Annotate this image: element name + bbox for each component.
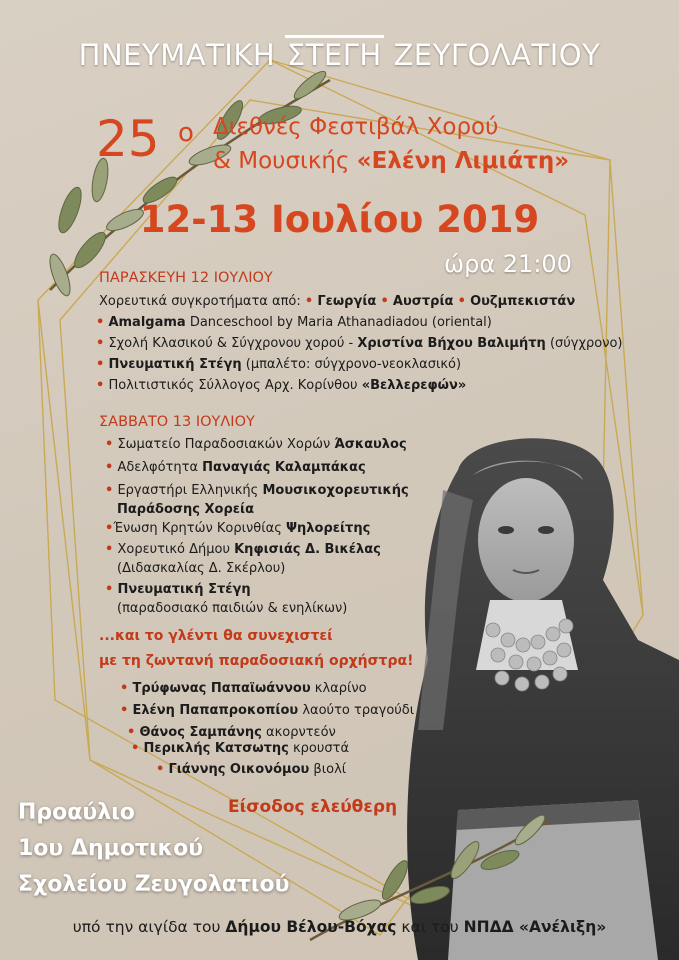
festival-title-line-2	[213, 148, 569, 174]
bullet-icon: •	[105, 460, 114, 475]
bullet-icon: •	[457, 294, 466, 309]
friday-line-4	[96, 357, 461, 372]
friday-line-3-text: Σχολή Κλασικού & Σύγχρονου χορού -	[108, 336, 354, 351]
friday-line-1	[99, 294, 575, 309]
friday-line-2	[96, 315, 492, 330]
bullet-icon: •	[304, 294, 314, 309]
saturday-line-3-name: Μουσικοχορευτικής	[262, 483, 409, 498]
bullet-icon: •	[105, 437, 114, 452]
festival-title-prefix: & Μουσικής	[213, 148, 350, 174]
musician-name: Ελένη Παπαπροκοπίου	[132, 703, 299, 718]
event-time: ώρα 21:00	[444, 250, 572, 278]
auspices-prefix: υπό την αιγίδα του	[72, 918, 221, 936]
country-uzbekistan: Ουζμπεκιστάν	[470, 294, 576, 309]
friday-line-3	[96, 336, 622, 351]
country-austria: Αυστρία	[392, 294, 454, 309]
bullet-icon: •	[96, 315, 105, 330]
musician-instrument: κλαρίνο	[314, 681, 367, 696]
festival-honoree-name: «Ελένη Λιμιάτη»	[356, 148, 570, 174]
bullet-icon: •	[380, 294, 389, 309]
saturday-line-5	[105, 542, 381, 557]
saturday-line-2-text: Αδελφότητα	[117, 460, 199, 475]
friday-line-1-text: Χορευτικά συγκροτήματα από:	[99, 294, 301, 309]
musician-5	[156, 762, 346, 777]
musician-instrument: βιολί	[313, 762, 347, 777]
saturday-line-6	[105, 582, 251, 597]
saturday-line-5-continued: (Διδασκαλίας Δ. Σκέρλου)	[117, 561, 286, 576]
organizer-word-1: ΠΝΕΥΜΑΤΙΚΗ	[78, 38, 276, 72]
free-entry-note: Είσοδος ελεύθερη	[228, 797, 398, 817]
saturday-line-1-name: Άσκαυλος	[334, 437, 407, 452]
bullet-icon: •	[105, 582, 114, 597]
bullet-icon: •	[96, 357, 105, 372]
bullet-icon: •	[156, 762, 165, 777]
saturday-line-3-text: Εργαστήρι Ελληνικής	[117, 483, 259, 498]
festival-dates: 12-13 Ιουλίου 2019	[139, 198, 540, 241]
saturday-line-3	[105, 483, 409, 498]
musician-1	[120, 681, 367, 696]
friday-line-2-name: Amalgama	[108, 315, 186, 330]
musician-name: Περικλής Κατσωτης	[143, 741, 289, 756]
friday-line-5	[96, 378, 466, 393]
friday-line-4-name: Πνευματική Στέγη	[108, 357, 242, 372]
glenti-line-2: με τη ζωντανή παραδοσιακή ορχήστρα!	[99, 653, 414, 669]
venue-line-3: Σχολείου Ζευγολατιού	[18, 872, 290, 897]
friday-line-5-name: «Βελλερεφών»	[361, 378, 467, 393]
organizer-word-3: ΖΕΥΓΟΛΑΤΙΟΥ	[393, 38, 601, 72]
organizer-word-2: ΣΤΕΓΗ	[285, 35, 384, 72]
country-georgia: Γεωργία	[317, 294, 377, 309]
bullet-icon: •	[120, 703, 129, 718]
bullet-icon: •	[105, 483, 114, 498]
friday-heading: ΠΑΡΑΣΚΕΥΗ 12 ΙΟΥΛΙΟΥ	[99, 270, 273, 286]
friday-line-4-text: (μπαλέτο: σύγχρονο-νεοκλασικό)	[245, 357, 462, 372]
bullet-icon: •	[96, 378, 105, 393]
saturday-line-1	[105, 437, 407, 452]
saturday-line-4-text: Ένωση Κρητών Κορινθίας	[113, 521, 282, 536]
auspices-line	[0, 918, 679, 936]
musician-3	[127, 725, 336, 740]
festival-edition-suffix: ο	[178, 118, 194, 148]
bullet-icon: •	[131, 741, 140, 756]
friday-line-2-text: Danceschool by Maria Athanadiadou (oriental)	[189, 315, 492, 330]
auspices-municipality: Δήμου Βέλου-Βόχας	[225, 918, 397, 936]
musician-instrument: λαούτο τραγούδι	[302, 703, 415, 718]
venue-line-2: 1ου Δημοτικού	[18, 836, 204, 861]
bullet-icon: •	[105, 521, 114, 536]
friday-line-5-text: Πολιτιστικός Σύλλογος Αρχ. Κορίνθου	[108, 378, 358, 393]
bullet-icon: •	[127, 725, 136, 740]
musician-4	[131, 741, 349, 756]
musician-instrument: κρουστά	[293, 741, 350, 756]
bullet-icon: •	[96, 336, 105, 351]
musician-name: Θάνος Σαμπάνης	[139, 725, 262, 740]
musician-2	[120, 703, 414, 718]
glenti-line-1: ...και το γλέντι θα συνεχιστεί	[99, 628, 333, 644]
saturday-line-5-name: Κηφισιάς Δ. Βικέλας	[234, 542, 381, 557]
friday-line-3-tail: (σύγχρονο)	[549, 336, 623, 351]
saturday-line-4	[105, 521, 370, 536]
saturday-line-5-text: Χορευτικό Δήμου	[117, 542, 230, 557]
saturday-line-2	[105, 460, 366, 475]
saturday-line-4-name: Ψηλορείτης	[285, 521, 371, 536]
festival-edition-number: 25	[96, 110, 160, 168]
organizer-title	[0, 38, 679, 72]
saturday-line-1-text: Σωματείο Παραδοσιακών Χορών	[117, 437, 331, 452]
saturday-heading: ΣΑΒΒΑΤΟ 13 ΙΟΥΛΙΟΥ	[99, 414, 255, 430]
musician-name: Τρύφωνας Παπαϊωάννου	[132, 681, 311, 696]
venue-line-1: Προαύλιο	[18, 800, 135, 825]
musician-instrument: ακορντεόν	[266, 725, 336, 740]
auspices-connector: και του	[401, 918, 459, 936]
friday-line-3-name: Χριστίνα Βήχου Βαλιμήτη	[357, 336, 546, 351]
saturday-line-6-name: Πνευματική Στέγη	[117, 582, 251, 597]
saturday-line-3-continued: Παράδοσης Χορεία	[117, 502, 255, 517]
bullet-icon: •	[105, 542, 114, 557]
auspices-entity: ΝΠΔΔ «Ανέλιξη»	[463, 918, 607, 936]
bullet-icon: •	[120, 681, 129, 696]
saturday-line-6-continued: (παραδοσιακό παιδιών & ενηλίκων)	[117, 601, 348, 616]
saturday-line-2-name: Παναγιάς Καλαμπάκας	[202, 460, 366, 475]
musician-name: Γιάννης Οικονόμου	[168, 762, 310, 777]
festival-title-line-1: Διεθνές Φεστιβάλ Χορού	[213, 114, 499, 140]
